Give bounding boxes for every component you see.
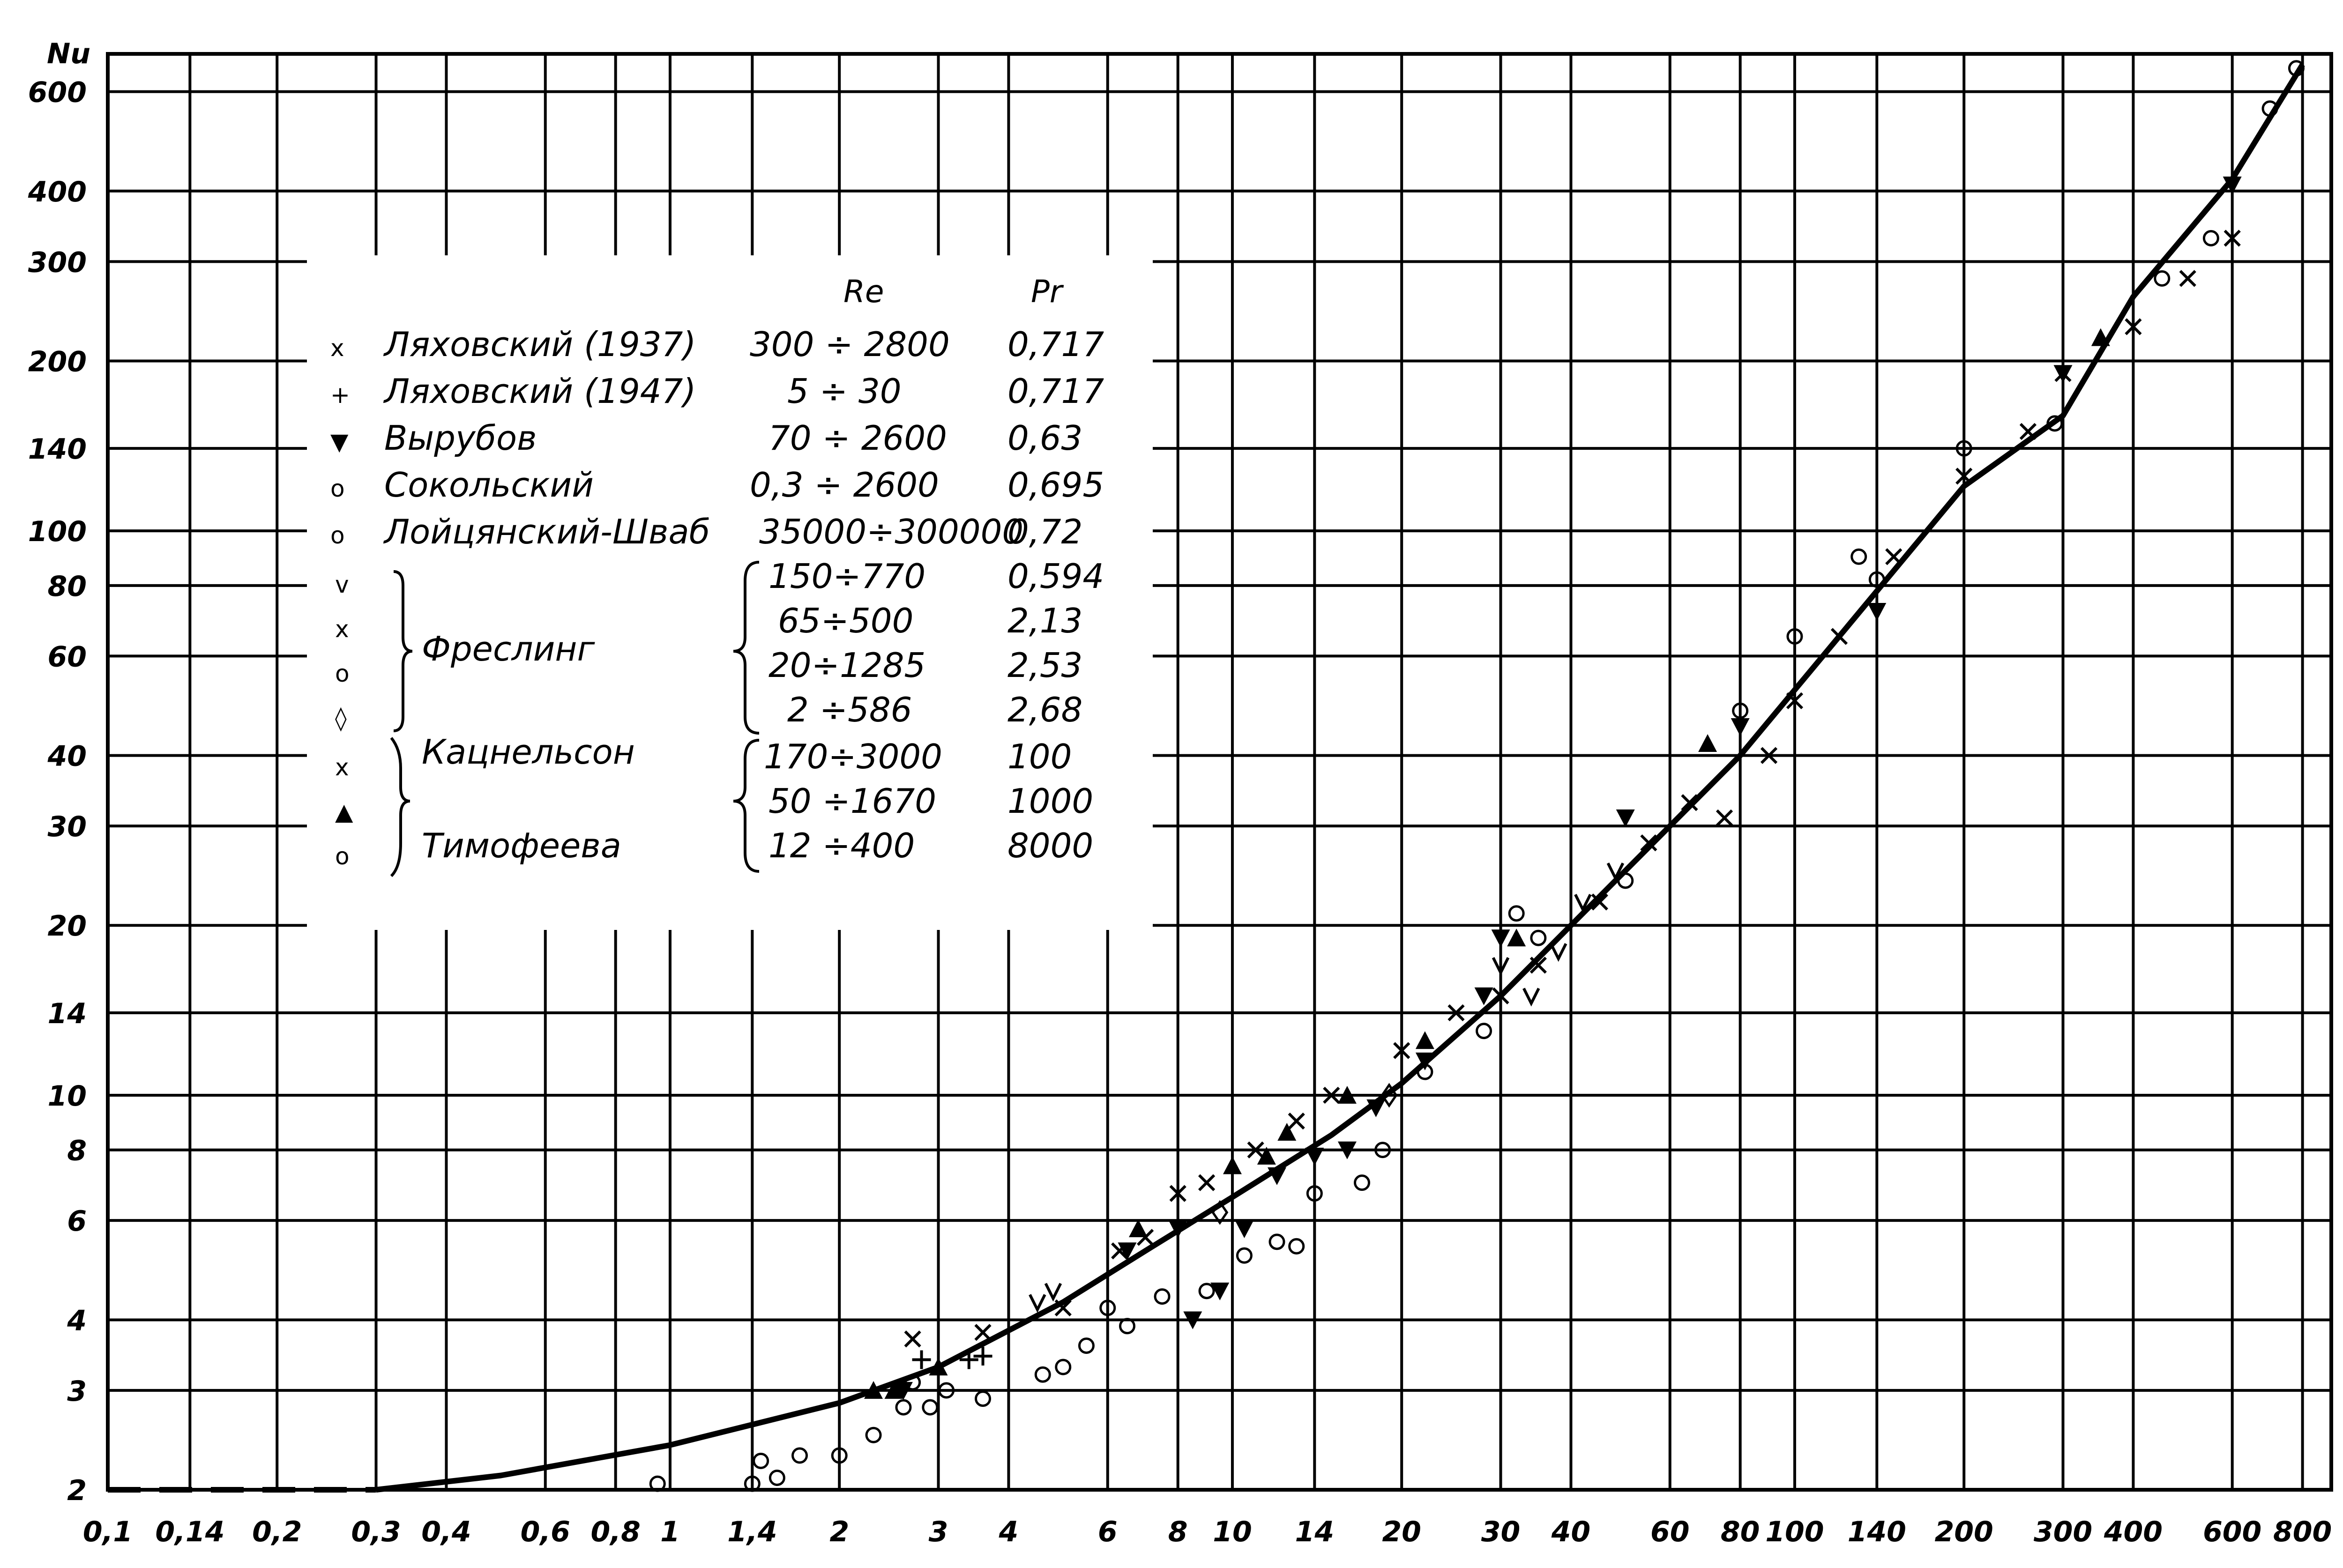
x-tick-label: 1,4 [727, 1516, 777, 1548]
x-tick-label: 8 [1168, 1516, 1188, 1548]
legend-header-re: Re [843, 274, 884, 310]
legend-pr: 8000 [1007, 826, 1094, 865]
legend-pr: 1000 [1007, 781, 1094, 821]
x-tick-label: 0,2 [252, 1516, 302, 1548]
legend-re: 300 ÷ 2800 [750, 325, 950, 364]
x-tick-label: 0,3 [351, 1516, 401, 1548]
legend-group-name: Фреслинг [422, 629, 595, 669]
x-tick-label: 6 [1097, 1516, 1118, 1548]
legend-group-name: Кацнельсон [422, 732, 635, 772]
y-tick-label: 80 [47, 570, 87, 603]
x-tick-label: 10 [1213, 1516, 1252, 1548]
legend-marker-circle: o [330, 522, 345, 549]
legend-marker-x: x [330, 334, 344, 362]
legend-pr: 0,63 [1007, 418, 1083, 458]
legend-marker-diamond: ◊ [335, 705, 347, 732]
legend-marker-x: x [335, 616, 349, 643]
y-tick-label: 2 [67, 1474, 87, 1507]
legend-marker-circle: o [335, 843, 350, 870]
legend-re: 20÷1285 [769, 646, 926, 685]
x-tick-label: 0,6 [520, 1516, 570, 1548]
legend-header-pr: Pr [1031, 274, 1062, 310]
legend-pr: 2,53 [1007, 646, 1083, 685]
legend-pr: 0,72 [1007, 512, 1083, 551]
legend-pr: 2,13 [1007, 601, 1083, 640]
legend-pr: 100 [1007, 737, 1072, 776]
legend-pr: 0,717 [1007, 372, 1104, 411]
x-tick-label: 1 [660, 1516, 680, 1548]
y-tick-label: 400 [28, 175, 87, 208]
y-tick-label: 300 [28, 246, 87, 279]
x-tick-label: 60 [1650, 1516, 1690, 1548]
legend-pr: 2,68 [1007, 690, 1083, 729]
legend [307, 255, 1153, 930]
x-tick-label: 14 [1295, 1516, 1335, 1548]
legend-marker-triangle-up: ▲ [335, 798, 353, 825]
legend-author: Сокольский [384, 465, 594, 505]
x-tick-label: 600 [2203, 1516, 2262, 1548]
y-tick-label: 20 [47, 910, 87, 943]
y-tick-label: 60 [47, 640, 87, 674]
legend-pr: 0,717 [1007, 325, 1104, 364]
x-tick-label: 300 [2033, 1516, 2093, 1548]
legend-re: 65÷500 [778, 601, 914, 640]
legend-marker-circle: o [330, 475, 345, 502]
y-tick-label: 14 [47, 997, 87, 1030]
legend-re: 0,3 ÷ 2600 [750, 465, 939, 505]
x-tick-label: 0,1 [82, 1516, 133, 1548]
x-tick-label: 4 [999, 1516, 1019, 1548]
legend-re: 2 ÷586 [787, 690, 912, 729]
legend-pr: 0,695 [1007, 465, 1104, 505]
legend-author: Лойцянский-Шваб [384, 512, 710, 551]
y-tick-label: 10 [47, 1079, 87, 1113]
y-tick-label: 40 [47, 740, 87, 773]
x-tick-label: 2 [829, 1516, 850, 1548]
y-axis-label: Nu [47, 37, 90, 70]
x-tick-label: 100 [1765, 1516, 1824, 1548]
legend-re: 5 ÷ 30 [787, 372, 902, 411]
x-tick-label: 400 [2104, 1516, 2163, 1548]
legend-re: 12 ÷400 [769, 826, 915, 865]
x-tick-label: 800 [2273, 1516, 2332, 1548]
x-tick-label: 200 [1934, 1516, 1993, 1548]
legend-marker-triangle-down: ▼ [330, 428, 349, 455]
x-tick-label: 30 [1481, 1516, 1521, 1548]
legend-marker-plus: + [330, 381, 350, 409]
legend-pr: 0,594 [1007, 557, 1104, 596]
y-tick-label: 600 [28, 76, 87, 109]
y-tick-label: 3 [67, 1375, 87, 1408]
legend-re: 150÷770 [769, 557, 926, 596]
legend-marker-v: v [335, 571, 349, 598]
x-tick-label: 0,4 [421, 1516, 471, 1548]
legend-re: 70 ÷ 2600 [769, 418, 947, 458]
legend-re: 35000÷300000 [759, 512, 1024, 551]
x-tick-label: 140 [1847, 1516, 1906, 1548]
x-tick-label: 80 [1720, 1516, 1760, 1548]
x-tick-label: 0,8 [590, 1516, 641, 1548]
x-tick-label: 20 [1382, 1516, 1421, 1548]
legend-author: Ляховский (1947) [384, 372, 696, 411]
x-tick-label: 40 [1551, 1516, 1591, 1548]
legend-group-name: Тимофеева [422, 826, 621, 865]
legend-author: Вырубов [384, 418, 537, 458]
y-tick-label: 4 [67, 1304, 87, 1338]
legend-author: Ляховский (1937) [384, 325, 696, 364]
legend-marker-circle: o [335, 660, 350, 687]
y-tick-label: 30 [47, 810, 87, 844]
y-tick-label: 6 [67, 1205, 87, 1238]
legend-re: 170÷3000 [764, 737, 942, 776]
y-tick-label: 100 [28, 515, 87, 549]
y-tick-label: 140 [28, 433, 87, 466]
x-tick-label: 0,14 [155, 1516, 225, 1548]
legend-re: 50 ÷1670 [769, 781, 937, 821]
legend-marker-x: x [335, 754, 349, 781]
x-tick-label: 3 [928, 1516, 948, 1548]
y-tick-label: 8 [67, 1134, 87, 1167]
y-tick-label: 200 [28, 345, 87, 379]
